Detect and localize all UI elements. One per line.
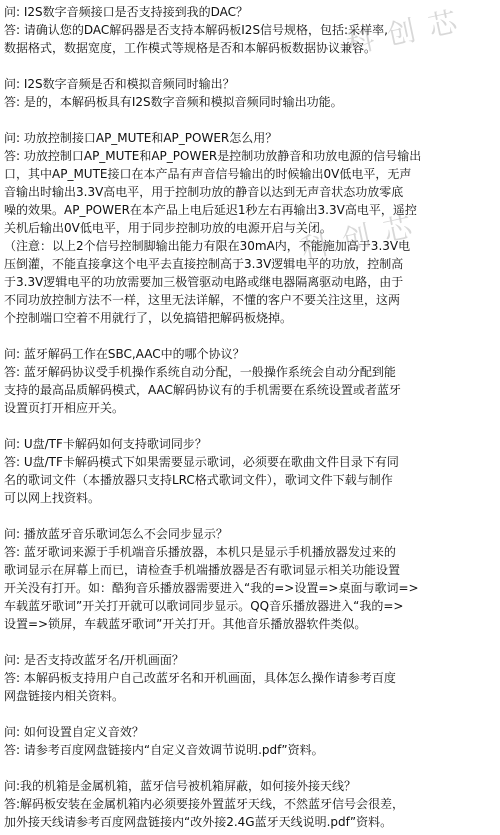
faq-item (4, 651, 496, 705)
faq-answer-line: 加外接天线请参考百度网盘链接内“改外接2.4G蓝牙天线说明.pdf”资料。 (4, 815, 393, 829)
faq-item (4, 435, 496, 507)
faq-question: 问: 蓝牙解码工作在SBC,AAC中的哪个协议？ (4, 347, 245, 361)
faq-item (4, 777, 496, 831)
faq-answer-line: 压倒灌，不能直接拿这个电平去直接控制高于3.3V逻辑电平的功放，控制高 (4, 257, 404, 271)
faq-item (4, 345, 496, 417)
faq-item (4, 723, 496, 759)
faq-answer-line: 于3.3V逻辑电平的功放需要加三极管驱动电路或继电器隔离驱动电路，由于 (4, 275, 404, 289)
faq-question: 问: I2S数字音频是否和模拟音频同时输出？ (4, 77, 235, 91)
faq-answer-line: 答: 请确认您的DAC解码器是否支持本解码板I2S信号规格，包括:采样率, (4, 23, 388, 37)
faq-answer-line: 答: 蓝牙解码协议受手机操作系统自动分配，一般操作系统会自动分配到能 (4, 365, 396, 379)
faq-item (4, 525, 496, 633)
faq-answer-line: 歌词显示在屏幕上而已，请检查手机端播放器是否有歌词显示相关功能设置 (4, 563, 401, 577)
faq-item (4, 75, 496, 111)
faq-answer-line: 设置页打开相应开关。 (4, 401, 125, 415)
faq-spacer (4, 111, 496, 129)
faq-question: 问: 播放蓝牙音乐歌词怎么不会同步显示？ (4, 527, 228, 541)
faq-answer-line: （注意：以上2个信号控制脚输出能力有限在30mA内，不能施加高于3.3V电 (4, 239, 411, 253)
watermark-top: 科创芯 (343, 2, 474, 61)
faq-answer-line: 答: U盘/TF卡解码模式下如果需要显示歌词，必须要在歌曲文件目录下有同 (4, 455, 399, 469)
faq-spacer (4, 507, 496, 525)
faq-document (4, 3, 496, 831)
faq-answer-line: 车载蓝牙歌词”开关打开就可以歌词同步显示。QQ音乐播放器进入“我的=> (4, 599, 404, 613)
faq-spacer (4, 57, 496, 75)
faq-answer-line: 名的歌词文件（本播放器只支持LRC格式歌词文件），歌词文件下载与制作 (4, 473, 393, 487)
faq-question: 问:我的机箱是金属机箱，蓝牙信号被机箱屏蔽，如何接外接天线？ (4, 779, 357, 793)
faq-question: 问: 如何设置自定义音效？ (4, 725, 144, 739)
faq-answer-line: 不同功放控制方法不一样，这里无法详解，不懂的客户不要关注这里，这两 (4, 293, 401, 307)
faq-answer-line: 答: 功放控制口AP_MUTE和AP_POWER是控制功放静音和功放电源的信号输出 (4, 149, 422, 163)
faq-question: 问: U盘/TF卡解码如何支持歌词同步？ (4, 437, 207, 451)
faq-answer-line: 答: 蓝牙歌词来源于手机端音乐播放器，本机只是显示手机播放器发过来的 (4, 545, 396, 559)
watermark-middle: 科创芯 (298, 207, 429, 266)
faq-answer-line: 设置=>锁屏，车载蓝牙歌词”开关打开。其他音乐播放器软件类似。 (4, 617, 367, 631)
faq-item (4, 129, 496, 327)
faq-spacer (4, 705, 496, 723)
faq-answer-line: 噪的效果。AP_POWER在本产品上电后延迟1秒左右再输出3.3V高电平，遥控 (4, 203, 417, 217)
faq-question: 问: 是否支持改蓝牙名/开机画面？ (4, 653, 184, 667)
faq-spacer (4, 759, 496, 777)
faq-answer-line: 口，其中AP_MUTE接口在本产品有声音信号输出的时候输出0V低电平，无声 (4, 167, 412, 181)
faq-answer-line: 音输出时输出3.3V高电平，用于控制功放的静音以达到无声音状态功放零底 (4, 185, 404, 199)
faq-question: 问: 功放控制接口AP_MUTE和AP_POWER怎么用？ (4, 131, 278, 145)
faq-answer-line: 网盘链接内相关资料。 (4, 689, 125, 703)
faq-answer-line: 开关没有打开。如：酷狗音乐播放器需要进入“我的=>设置=>桌面与歌词=> (4, 581, 419, 595)
faq-answer-line: 数据格式，数据宽度，工作模式等规格是否和本解码板数据协议兼容。 (4, 41, 377, 55)
faq-answer-line: 答:解码板安装在金属机箱内必须要接外置蓝牙天线，不然蓝牙信号会很差， (4, 797, 405, 811)
faq-answer-line: 答: 本解码板支持用户自己改蓝牙名和开机画面，具体怎么操作请参考百度 (4, 671, 396, 685)
faq-answer-line: 答: 请参考百度网盘链接内“自定义音效调节说明.pdf”资料。 (4, 743, 324, 757)
faq-answer-line: 个控制端口空着不用就行了，以免搞错把解码板烧掉。 (4, 311, 293, 325)
faq-answer-line: 可以网上找资料。 (4, 491, 101, 505)
faq-spacer (4, 327, 496, 345)
faq-spacer (4, 633, 496, 651)
faq-answer-line: 支持的最高品质解码模式，AAC解码协议有的手机需要在系统设置或者蓝牙 (4, 383, 401, 397)
faq-question: 问: I2S数字音频接口是否支持接到我的DAC？ (4, 5, 249, 19)
faq-answer-line: 关机后输出0V低电平，用于同步控制功放的电源开启与关闭。 (4, 221, 332, 235)
faq-answer-line: 答: 是的，本解码板具有I2S数字音频和模拟音频同时输出功能。 (4, 95, 343, 109)
faq-spacer (4, 417, 496, 435)
faq-item (4, 3, 496, 57)
